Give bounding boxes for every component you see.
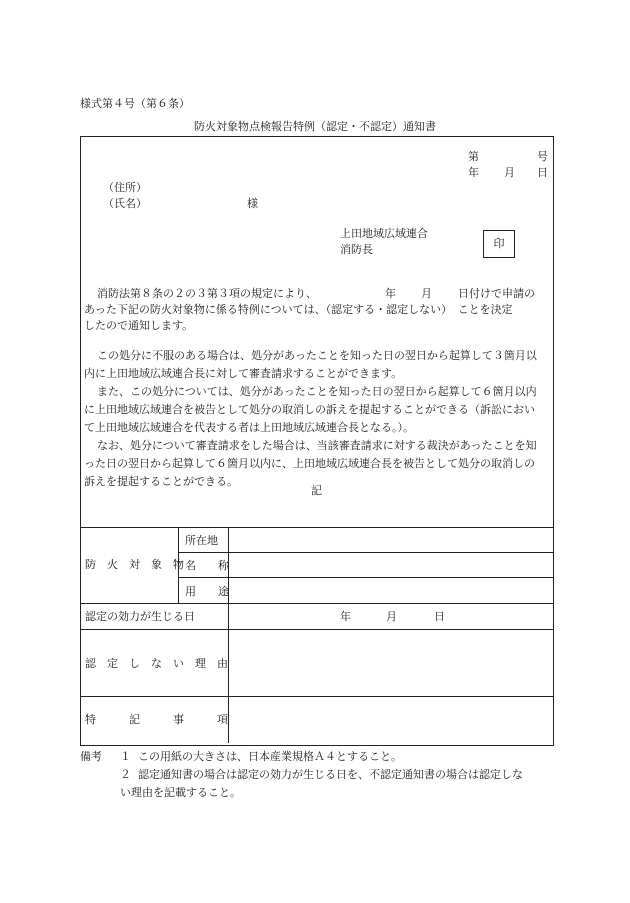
remark-2-text: 認定通知書の場合は認定の効力が生じる日を、不認定通知書の場合は認定しな bbox=[138, 768, 523, 781]
paragraph-review: なお、処分について審査請求をした場合は、当該審査請求に対する裁決があったことを知った日の翌日から起算して６箇月以内に、上田地域広域連合長を被告として処分の取消しの訴えを提起することができる。 bbox=[84, 439, 537, 488]
effective-month: 月 bbox=[386, 610, 397, 623]
remark-2-text-continued: い理由を記載すること。 bbox=[120, 786, 241, 799]
document-title: 防火対象物点検報告特例（認定・不認定）通知書 bbox=[194, 120, 436, 133]
notes-label: 特 記 事 項 bbox=[85, 713, 228, 726]
address-label: （住所） bbox=[103, 181, 147, 194]
remark-1-number: １ bbox=[120, 750, 131, 763]
object-label: 防 火 対 象 物 bbox=[85, 558, 184, 571]
effective-year: 年 bbox=[340, 610, 351, 623]
effective-day: 日 bbox=[434, 610, 445, 623]
location-label: 所在地 bbox=[185, 534, 218, 547]
ki-marker: 記 bbox=[311, 484, 322, 497]
p1-month: 月 bbox=[421, 287, 432, 300]
form-number: 様式第４号（第６条） bbox=[80, 97, 190, 110]
number-suffix: 号 bbox=[537, 150, 548, 163]
p1-line2: あった下記の防火対象物に係る特例については、（認定する・認定しない） ことを決定 bbox=[84, 303, 513, 316]
seal-stamp-box bbox=[483, 230, 515, 258]
table-line-name bbox=[178, 577, 553, 578]
table-line-location bbox=[178, 552, 553, 553]
remark-2-number: ２ bbox=[120, 768, 131, 781]
number-label: 第 bbox=[468, 150, 479, 163]
name-label: （氏名） bbox=[103, 197, 147, 210]
reason-label: 認 定 し な い 理 由 bbox=[85, 657, 228, 670]
remarks-label: 備考 bbox=[80, 750, 102, 763]
table-top-line bbox=[80, 527, 553, 528]
name-field-label: 名 称 bbox=[185, 559, 229, 572]
effective-date-label: 認定の効力が生じる日 bbox=[85, 610, 195, 623]
p1-year: 年 bbox=[385, 287, 396, 300]
remark-1-text: この用紙の大きさは、日本産業規格Ａ４とすること。 bbox=[138, 750, 402, 763]
use-label: 用 途 bbox=[185, 585, 229, 598]
paragraph-lawsuit: また、この処分については、処分があったことを知った日の翌日から起算して６箇月以内に上田地域広域連合を被告として処分の取消しの訴えを提起することができる（訴訟において上田地域広域連合を代表する者は上田地域広域連合長となる。）。 bbox=[84, 385, 537, 434]
honorific: 様 bbox=[247, 197, 258, 210]
date-month-label: 月 bbox=[504, 166, 515, 179]
p1-prefix: 消防法第８条の２の３第３項の規定により、 bbox=[97, 287, 317, 300]
p1-suffix: 日付けで申請の bbox=[458, 287, 535, 300]
date-day-label: 日 bbox=[537, 166, 548, 179]
table-line-effective bbox=[80, 629, 553, 630]
seal-label: 印 bbox=[493, 237, 505, 251]
p1-line3: したので通知します。 bbox=[84, 319, 194, 332]
date-year-label: 年 bbox=[468, 166, 479, 179]
table-line-object-end bbox=[80, 603, 553, 604]
issuer-organization: 上田地域広域連合 bbox=[340, 227, 428, 240]
table-line-reason bbox=[80, 696, 553, 697]
issuer-title: 消防長 bbox=[340, 243, 373, 256]
paragraph-appeal: この処分に不服のある場合は、処分があったことを知った日の翌日から起算して３箇月以内に上田地域広域連合長に対して審査請求することができます。 bbox=[84, 349, 537, 380]
